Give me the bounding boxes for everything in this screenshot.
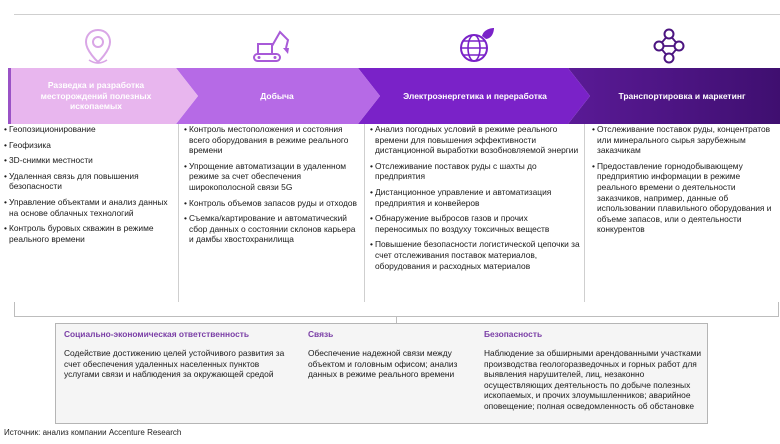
stage-2-label: Добыча [260,90,294,101]
top-divider [14,14,780,15]
list-item: • Контроль местоположения и состояния всего оборудования в режиме реального времени [184,124,360,156]
list-item: • Повышение безопасности логистической цепочки за счет отслеживания поставок материалов, оборудования и расходных материалов [370,239,580,271]
benefit-title: Социально-экономическая ответственность [64,329,249,339]
network-nodes-icon [647,24,691,68]
stage-2-bullets [184,124,360,250]
grouping-bracket [14,302,779,317]
benefit-connectivity [308,329,468,380]
list-item: • Геофизика [4,140,176,151]
list-item: • 3D-снимки местности [4,155,176,166]
list-item: • Удаленная связь для повышения безопасности [4,171,176,192]
list-item: • Отслеживание поставок руды, концентратов или минерального сырья зарубежным заказчикам [592,124,776,156]
column-divider [364,124,365,302]
stage-3-label: Электроэнергетика и переработка [403,90,547,101]
column-divider [584,124,585,302]
stage-1-bullets [4,124,176,249]
benefit-social [64,329,290,380]
benefit-safety [484,329,704,412]
list-item: • Дистанционное управление и автоматизация предприятия и конвейеров [370,187,580,208]
source-note: Источник: анализ компании Accenture Research [4,428,182,437]
stage-1-label: Разведка и разработка месторождений полезных ископаемых [40,80,152,112]
benefit-text: Обеспечение надежной связи между объектом и головным офисом; анализ данных в режиме реального времени [308,348,458,380]
benefit-text: Наблюдение за обширными арендованными участками производства геологоразведочных и горных работ для выявления нарушителей, лиц, незаконно осуществляющих деятельность по добыче полезных ископаемых, и прочих злоумышленников; аварийное оповещение; полная осведомленность об обстановке [484,348,702,411]
list-item: • Предоставление горнодобывающему предприятию информации в режиме реального времени о деятельности заказчиков, например, данные об использовании плавильного оборудования и объеме запасов, или о деятельности конкурентов [592,161,776,235]
stage-4-label: Транспортировка и маркетинг [618,90,746,101]
bracket-connector [396,316,397,323]
benefit-text: Содействие достижению целей устойчивого развития за счет обеспечения удаленных населенных пунктов услугами связи и наблюдения за окружающей средой [64,348,285,380]
list-item: • Управление объектами и анализ данных на основе облачных технологий [4,197,176,218]
list-item: • Анализ погодных условий в режиме реального времени для повышения эффективности дистанционной выработки возобновляемой энергии [370,124,580,156]
list-item: • Геопозиционирование [4,124,176,135]
list-item: • Отслеживание поставок руды с шахты до предприятия [370,161,580,182]
list-item: • Контроль буровых скважин в режиме реального времени [4,223,176,244]
excavator-icon [248,24,292,68]
list-item: • Обнаружение выбросов газов и прочих переносимых по воздуху токсичных веществ [370,213,580,234]
stage-4-bullets [592,124,776,240]
benefit-title: Безопасность [484,329,543,339]
column-divider [178,124,179,302]
location-pin-icon [76,24,120,68]
benefit-title: Связь [308,329,334,339]
stage-3-bullets [370,124,580,276]
list-item: • Контроль объемов запасов руды и отходов [184,198,360,209]
eco-globe-icon [454,24,498,68]
list-item: • Упрощение автоматизации в удаленном режиме за счет обеспечения широкополосной связи 5G [184,161,360,193]
list-item: • Съемка/картирование и автоматический сбор данных о состоянии склонов карьера и дамбы хвостохранилища [184,213,360,245]
